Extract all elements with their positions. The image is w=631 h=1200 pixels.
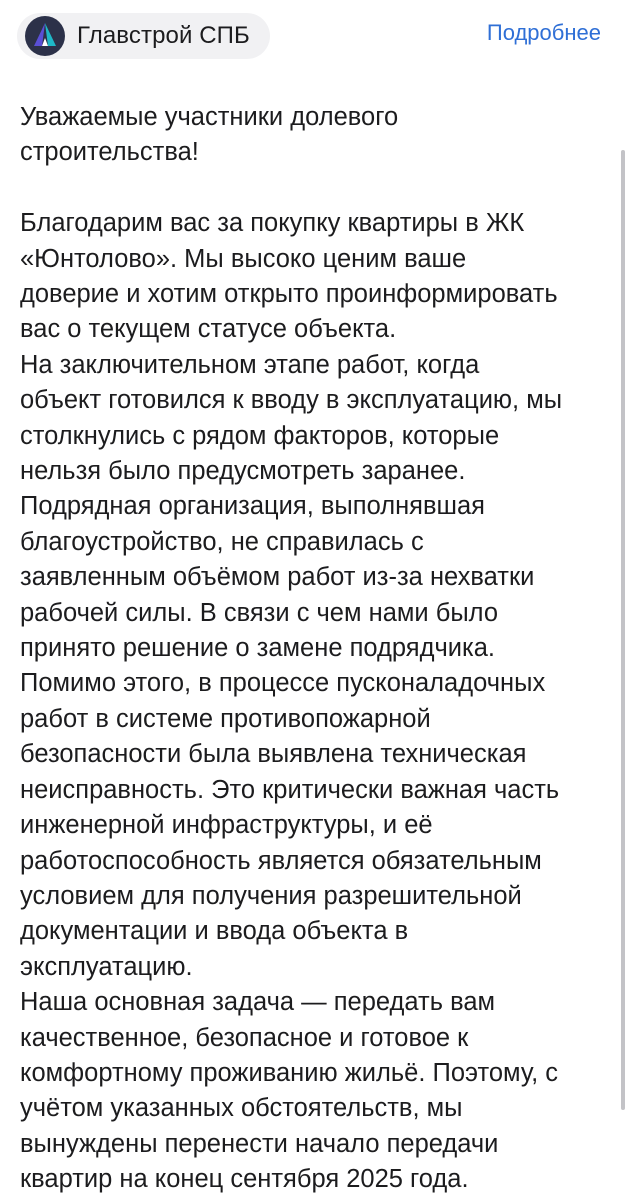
article-paragraph-3: Подрядная организация, выполнявшая благоустройство, не справилась с заявленным объёмом работ из-за нехватки рабочей силы. В связи с чем нами было принято решение о замене подрядчика. [20,492,535,663]
article-body [20,100,616,1198]
article-paragraph-5: Наша основная задача — передать вам качественное, безопасное и готовое к комфортному проживанию жильё. Поэтому, с учётом указанных обстоятельств, мы вынуждены перенести начало передачи квартир на конец сентября 2025 года. [20,988,558,1194]
channel-name: Главстрой СПБ [77,22,250,49]
more-link[interactable]: Подробнее [486,20,601,45]
article-paragraph-4: Помимо этого, в процессе пусконаладочных работ в системе противопожарной безопасности была выявлена техническая неисправность. Это критически важная часть инженерной инфраструктуры, и её работоспособность является обязательным условием для получения разрешительной документации и ввода объекта в эксплуатацию. [20,669,560,981]
scrollbar[interactable] [621,150,625,1110]
article-paragraph-1: Благодарим вас за покупку квартиры в ЖК «Юнтолово». Мы высоко ценим ваше доверие и хотим открыто проинформировать вас о текущем статусе объекта. [20,209,558,344]
article-greeting: Уважаемые участники долевого строительства! [20,103,399,167]
channel-chip[interactable] [17,13,270,59]
glavstroy-logo-icon [25,16,65,56]
article-paragraph-2: На заключительном этапе работ, когда объект готовился к вводу в эксплуатацию, мы столкнулись с рядом факторов, которые нельзя было предусмотреть заранее. [20,350,563,486]
channel-header [0,0,631,74]
